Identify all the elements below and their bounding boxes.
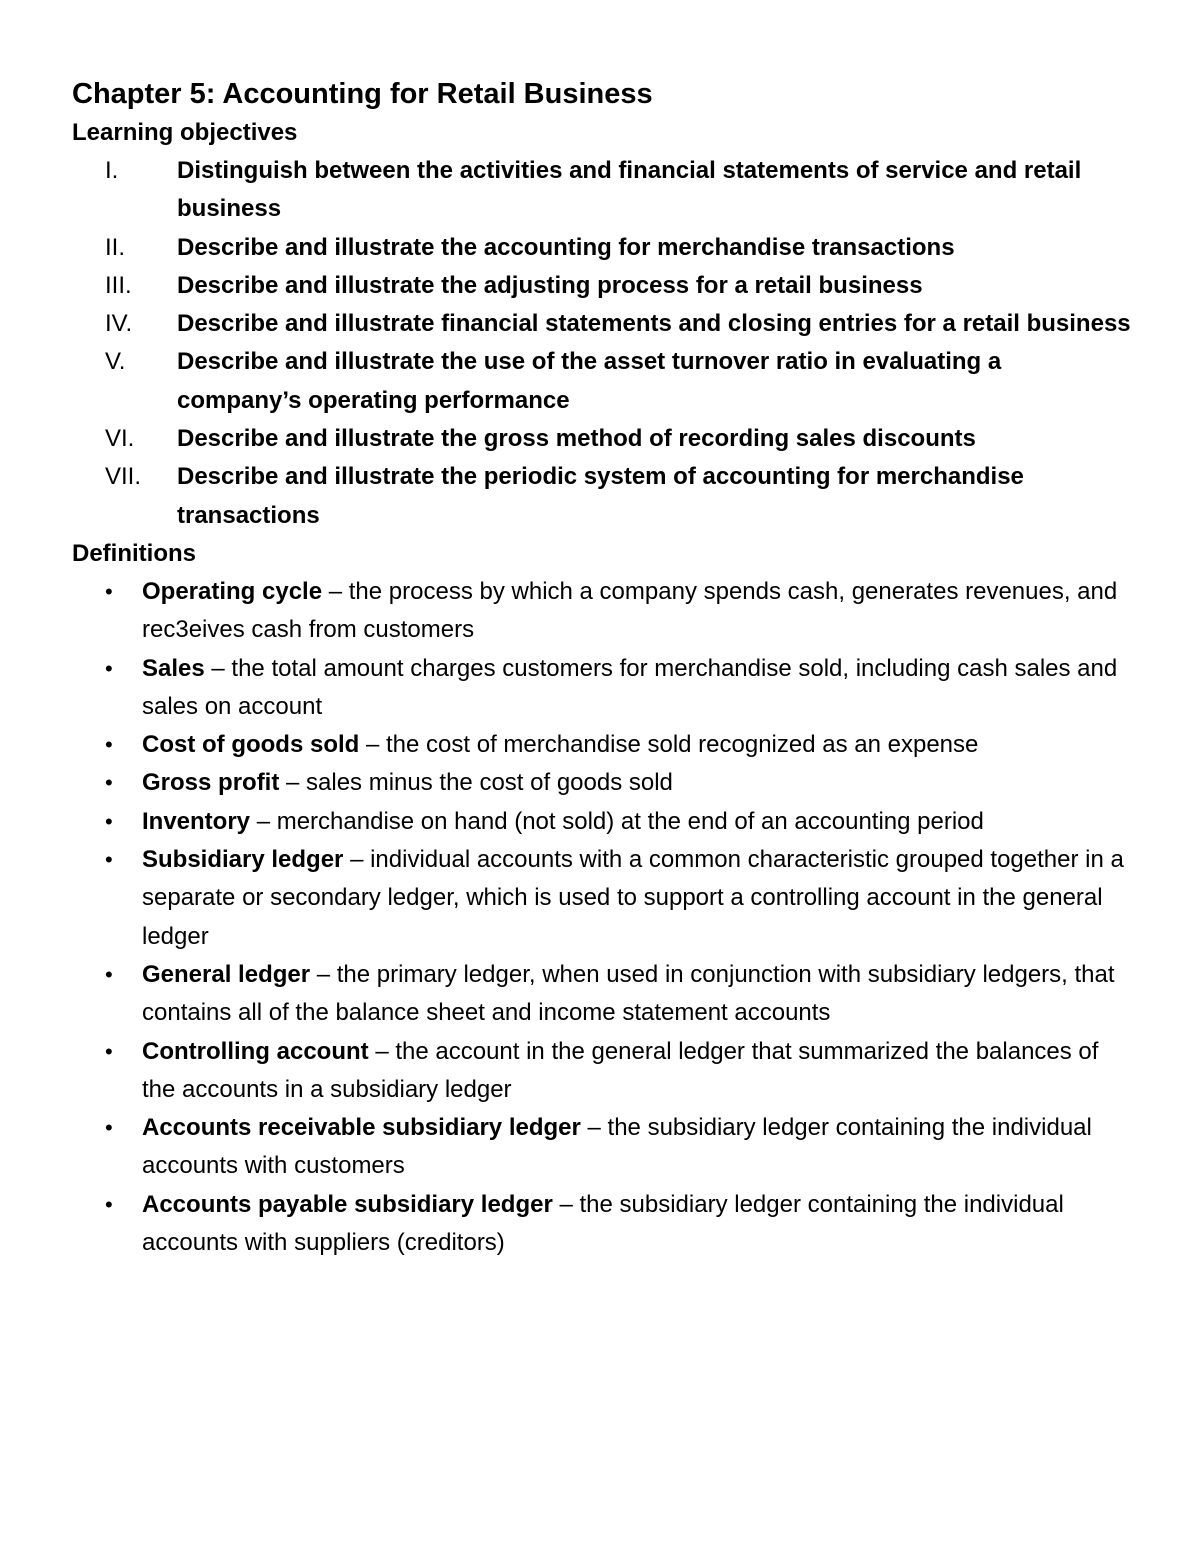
objectives-list [72,152,1132,535]
objective-text: Describe and illustrate the adjusting process for a retail business [177,271,923,299]
definition-term: Cost of goods sold [142,731,360,759]
definition-separator: – [250,807,277,835]
bullet-icon: • [105,1038,113,1064]
objective-numeral: V. [105,348,126,376]
definition-separator: – [310,960,337,988]
definition-term: Gross profit [142,769,280,797]
definition-term: General ledger [142,960,311,988]
objective-item [72,458,1132,535]
definition-separator: – [279,769,307,797]
bullet-icon: • [105,732,113,758]
definition-text: the account in the general ledger that summarized the balances of the accounts in a subsidiary ledger [142,1037,1099,1103]
objective-item [72,152,1132,229]
objective-text: Describe and illustrate financial statements and closing entries for a retail business [177,310,1131,338]
definition-item [72,803,1132,841]
definition-text: the primary ledger, when used in conjunction with subsidiary ledgers, that contains all of the balance sheet and income statement accounts [142,960,1115,1027]
objective-item [72,267,1132,305]
definition-text: the total amount charges customers for merchandise sold, including cash sales and sales on account [142,654,1118,720]
definition-item [72,1186,1132,1263]
definition-separator: – [552,1190,580,1218]
objectives-heading: Learning objectives [72,119,298,146]
bullet-icon: • [105,808,113,834]
objective-text: Describe and illustrate the gross method of recording sales discounts [177,425,976,453]
definitions-list [72,573,1132,1262]
objective-item [72,229,1132,267]
bullet-icon: • [105,770,113,796]
definition-item [72,764,1132,802]
bullet-icon: • [105,1115,113,1141]
objective-item [72,343,1132,420]
definition-item [72,1109,1132,1186]
definition-term: Controlling account [142,1037,369,1065]
definition-item [72,841,1132,956]
objective-numeral: VII. [105,463,142,491]
definition-text: the subsidiary ledger containing the individual accounts with customers [142,1114,1092,1180]
bullet-icon: • [105,655,113,681]
objective-numeral: VI. [105,425,135,453]
definition-term: Accounts payable subsidiary ledger [142,1190,553,1218]
definition-item [72,650,1132,727]
definition-item [72,1033,1132,1110]
definition-item [72,956,1132,1033]
definition-term: Operating cycle [142,577,323,605]
objective-item [72,420,1132,458]
definition-separator: – [322,577,349,605]
objective-numeral: II. [105,233,126,261]
objective-text: Describe and illustrate the periodic system of accounting for merchandise transactions [177,463,1024,529]
bullet-icon: • [105,1191,113,1217]
definition-term: Sales [142,654,205,682]
definition-separator: – [368,1037,396,1065]
definition-term: Subsidiary ledger [142,846,344,874]
definition-text: the subsidiary ledger containing the individual accounts with suppliers (creditors) [142,1190,1064,1257]
document-page [72,74,1132,1262]
bullet-icon: • [105,847,113,873]
objective-text: Describe and illustrate the accounting for merchandise transactions [177,233,955,261]
definition-item [72,726,1132,764]
bullet-icon: • [105,578,113,604]
definition-text: individual accounts with a common characteristic grouped together in a separate or secondary ledger, which is used to support a controlling account in the general ledger [142,846,1124,950]
bullet-icon: • [105,961,113,987]
definition-text: sales minus the cost of goods sold [306,769,673,797]
definition-separator: – [359,731,386,759]
definition-item [72,573,1132,650]
objective-numeral: III. [105,271,132,299]
definition-text: merchandise on hand (not sold) at the end of an accounting period [276,807,984,835]
definition-separator: – [343,846,371,874]
objective-numeral: IV. [105,310,133,338]
objective-item [72,305,1132,343]
definitions-heading: Definitions [72,539,196,567]
definition-text: the cost of merchandise sold recognized as an expense [386,731,979,759]
objective-numeral: I. [105,157,119,184]
definition-text: the process by which a company spends cash, generates revenues, and rec3eives cash from customers [142,577,1118,644]
definition-term: Accounts receivable subsidiary ledger [142,1114,581,1142]
definition-separator: – [204,654,232,682]
objective-text: Describe and illustrate the use of the asset turnover ratio in evaluating a company’s operating performance [177,348,1002,414]
definition-separator: – [580,1114,608,1142]
objective-text: Distinguish between the activities and financial statements of service and retail business [177,157,1082,223]
definition-term: Inventory [142,807,251,835]
chapter-title: Chapter 5: Accounting for Retail Business [72,78,653,110]
